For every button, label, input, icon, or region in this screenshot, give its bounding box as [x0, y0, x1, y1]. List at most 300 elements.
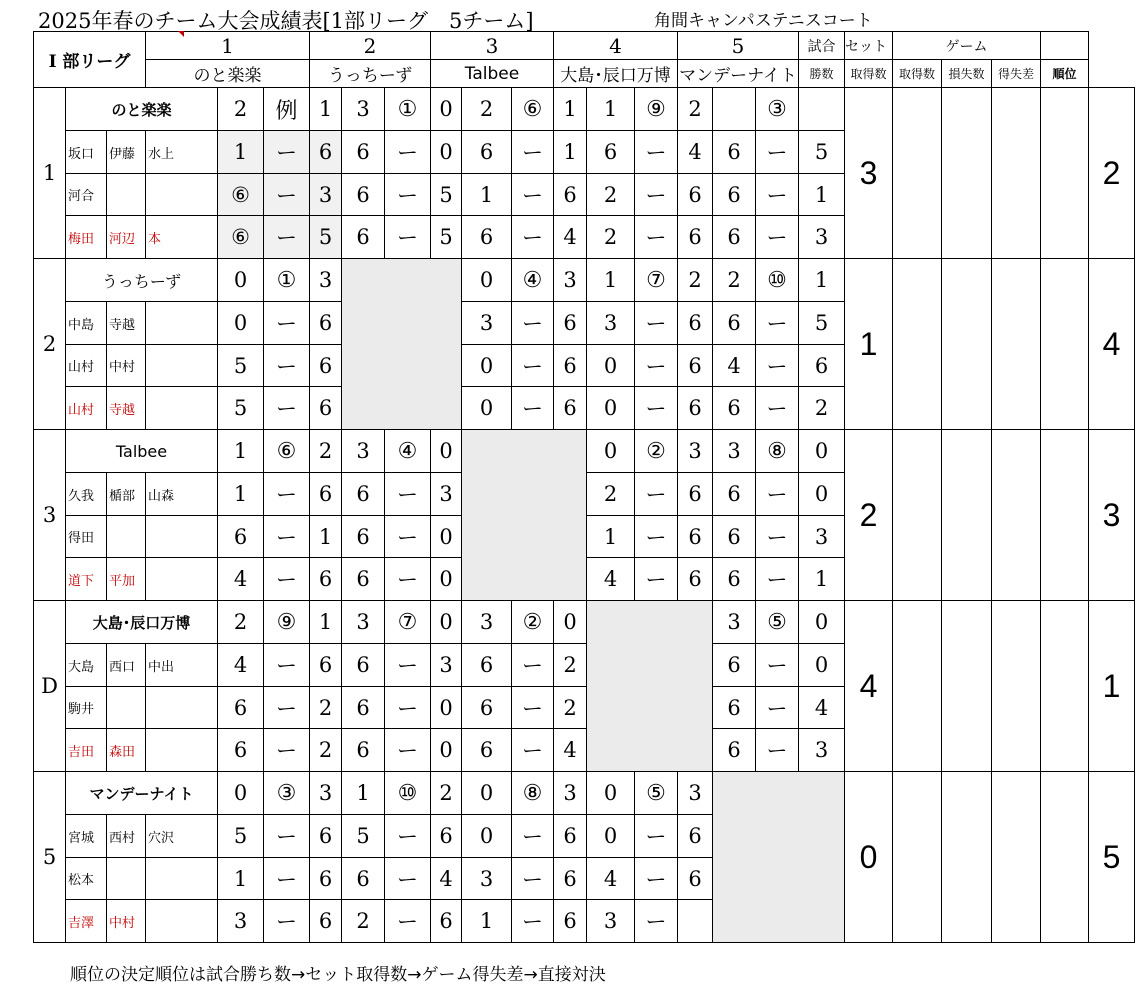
player-name: 駒井	[66, 687, 107, 729]
match-number: ⑧	[512, 772, 554, 815]
score-dash: ー	[264, 473, 310, 516]
set-games-lost: 3	[431, 644, 462, 687]
score-dash: ー	[512, 687, 554, 729]
score-dash: ー	[756, 644, 799, 687]
set-games-lost: 0	[431, 729, 462, 772]
match-sets-won: 0	[587, 430, 635, 473]
set-games-won: 5	[218, 815, 264, 858]
score-dash: ー	[264, 216, 310, 259]
set-games-won: 6	[713, 558, 756, 601]
match-sets-won: 0	[462, 772, 512, 815]
match-sets-won: 1	[218, 430, 264, 473]
game-header: ゲーム	[893, 32, 1041, 60]
set-games-won: 6	[713, 473, 756, 516]
match-number: ⑥	[512, 88, 554, 131]
score-dash: ー	[512, 815, 554, 858]
set-games-won: 6	[713, 387, 756, 430]
set-games-lost: 6	[554, 302, 587, 345]
match-sets-won: 2	[462, 88, 512, 131]
match-number: ⑩	[385, 772, 431, 815]
match-sets-lost: 3	[310, 772, 342, 815]
score-dash: ー	[635, 473, 678, 516]
set-games-lost: 6	[554, 815, 587, 858]
score-dash: ー	[512, 900, 554, 943]
set-games-won: 3	[462, 858, 512, 900]
match-sets-won	[713, 88, 756, 131]
wins-count: 3	[845, 88, 893, 259]
set-games-won: 0	[462, 387, 512, 430]
score-dash: ー	[512, 345, 554, 387]
self-match-cell	[342, 259, 462, 430]
set-games-won: 3	[587, 900, 635, 943]
set-games-lost: 5	[799, 302, 845, 345]
match-sets-won: 0	[218, 259, 264, 302]
score-dash: ー	[756, 558, 799, 601]
set-games-won: 5	[218, 387, 264, 430]
set-games-lost: 6	[554, 858, 587, 900]
player-name	[107, 516, 146, 558]
game-lost-header: 損失数	[942, 60, 992, 88]
score-dash: ー	[264, 345, 310, 387]
score-dash: ー	[635, 900, 678, 943]
game-diff-cell	[1041, 88, 1089, 259]
column-team-name: のと楽楽	[146, 60, 310, 88]
game-diff-cell	[1041, 601, 1089, 772]
column-number: 4	[554, 32, 678, 60]
set-games-won: 6	[462, 131, 512, 174]
set-games-won: 6	[342, 473, 385, 516]
set-games-lost: 6	[310, 558, 342, 601]
match-number: ⑧	[756, 430, 799, 473]
set-games-won: 6	[218, 729, 264, 772]
score-dash: ー	[385, 473, 431, 516]
team-header-row	[34, 88, 1135, 131]
set-games-lost: 6	[678, 858, 713, 900]
match-sets-won: 3	[342, 430, 385, 473]
column-number: 3	[431, 32, 554, 60]
match-sets-lost: 3	[554, 259, 587, 302]
set-games-won: 5	[218, 345, 264, 387]
player-name: 楯部	[107, 473, 146, 516]
match-sets-won: 2	[713, 259, 756, 302]
set-games-lost: 3	[799, 516, 845, 558]
player-name	[146, 302, 218, 345]
set-got-cell	[893, 88, 942, 259]
set-games-lost: 4	[799, 687, 845, 729]
match-number: ③	[264, 772, 310, 815]
rank-value: 4	[1089, 259, 1135, 430]
column-team-name: マンデーナイト	[678, 60, 799, 88]
player-name	[146, 687, 218, 729]
set-games-lost	[678, 900, 713, 943]
set-games-won: 0	[462, 345, 512, 387]
match-sets-won: 1	[342, 772, 385, 815]
player-name: 伊藤	[107, 131, 146, 174]
player-name: 西口	[107, 644, 146, 687]
match-sets-lost: 1	[554, 88, 587, 131]
set-games-won: 6	[462, 216, 512, 259]
game-diff-cell	[1041, 430, 1089, 601]
set-games-won: 6	[462, 729, 512, 772]
set-got-header: 取得数	[845, 60, 893, 88]
player-name: 中出	[146, 644, 218, 687]
match-sets-lost: 2	[310, 430, 342, 473]
score-dash: ー	[635, 131, 678, 174]
score-dash: ー	[385, 858, 431, 900]
set-games-won: 6	[342, 687, 385, 729]
score-dash: ー	[756, 174, 799, 216]
game-got-cell	[942, 88, 992, 259]
match-sets-lost: 3	[678, 772, 713, 815]
set-games-lost: 3	[799, 216, 845, 259]
player-name: 松本	[66, 858, 107, 900]
set-games-lost: 2	[799, 387, 845, 430]
set-games-won: 0	[587, 387, 635, 430]
score-dash: ー	[512, 131, 554, 174]
match-number: 例	[264, 88, 310, 131]
set-games-won: 1	[587, 516, 635, 558]
set-games-won: 3	[462, 302, 512, 345]
set-games-lost: 0	[431, 558, 462, 601]
footer-note: 順位の決定順位は試合勝ち数→セット取得数→ゲーム得失差→直接対決	[70, 965, 606, 985]
player-name	[146, 345, 218, 387]
set-games-won: 6	[713, 687, 756, 729]
match-sets-lost: 0	[799, 601, 845, 644]
rank-value: 1	[1089, 601, 1135, 772]
score-dash: ー	[385, 687, 431, 729]
player-name	[146, 558, 218, 601]
set-games-won: 6	[713, 216, 756, 259]
match-sets-won: 2	[218, 88, 264, 131]
set-games-won: 4	[587, 558, 635, 601]
set-games-won: 4	[713, 345, 756, 387]
match-number: ②	[512, 601, 554, 644]
score-dash: ー	[635, 345, 678, 387]
page-title: 2025年春のチーム大会成績表[1部リーグ 5チーム]	[38, 9, 534, 33]
set-games-won: 6	[342, 516, 385, 558]
set-games-won: 3	[218, 900, 264, 943]
set-games-won: 5	[342, 815, 385, 858]
score-dash: ー	[264, 302, 310, 345]
player-name: 西村	[107, 815, 146, 858]
set-got-cell	[893, 772, 942, 943]
player-name: 山村	[66, 345, 107, 387]
column-team-name: うっちーず	[310, 60, 431, 88]
team-name: のと楽楽	[66, 88, 218, 131]
score-dash: ー	[264, 174, 310, 216]
set-games-lost: 3	[799, 729, 845, 772]
score-dash: ー	[385, 729, 431, 772]
match-number: ⑥	[264, 430, 310, 473]
set-games-lost: 2	[310, 729, 342, 772]
match-number: ⑤	[635, 772, 678, 815]
team-number: 3	[34, 430, 66, 601]
player-name: 山森	[146, 473, 218, 516]
score-dash: ー	[385, 900, 431, 943]
set-games-won: 0	[218, 302, 264, 345]
match-sets-lost: 0	[554, 601, 587, 644]
team-header-row	[34, 601, 1135, 644]
team-number: 2	[34, 259, 66, 430]
game-got-cell	[942, 259, 992, 430]
set-games-lost: 6	[678, 558, 713, 601]
set-games-won: 6	[342, 729, 385, 772]
player-name: 河辺	[107, 216, 146, 259]
match-number: ⑨	[264, 601, 310, 644]
set-games-lost: 0	[431, 131, 462, 174]
score-dash: ー	[264, 131, 310, 174]
set-games-won: 6	[462, 644, 512, 687]
score-dash: ー	[264, 516, 310, 558]
score-dash: ー	[756, 473, 799, 516]
score-dash: ー	[264, 558, 310, 601]
match-sets-won: 0	[587, 772, 635, 815]
match-sets-won: 0	[462, 259, 512, 302]
diff-header: 得失差	[992, 60, 1041, 88]
self-match-cell	[462, 430, 587, 601]
player-name: 中村	[107, 900, 146, 943]
set-games-won: 6	[713, 516, 756, 558]
set-games-won: 6	[342, 644, 385, 687]
set-games-lost: 6	[554, 345, 587, 387]
player-name: 平加	[107, 558, 146, 601]
set-games-won: 6	[462, 687, 512, 729]
game-got-cell	[942, 601, 992, 772]
player-name	[146, 900, 218, 943]
league-label: Ⅰ 部リーグ	[34, 32, 146, 88]
match-number: ④	[385, 430, 431, 473]
match-sets-won: 3	[342, 601, 385, 644]
game-lost-cell	[992, 430, 1041, 601]
team-header-row	[34, 430, 1135, 473]
team-number: 5	[34, 772, 66, 943]
team-header-row	[34, 772, 1135, 815]
set-games-lost: 6	[310, 473, 342, 516]
score-dash: ー	[756, 516, 799, 558]
score-dash: ー	[756, 687, 799, 729]
match-sets-lost: 2	[431, 772, 462, 815]
match-sets-lost	[799, 88, 845, 131]
score-dash: ー	[635, 815, 678, 858]
self-match-cell	[587, 601, 713, 772]
player-name: 大島	[66, 644, 107, 687]
score-dash: ー	[264, 858, 310, 900]
match-sets-lost: 0	[799, 430, 845, 473]
set-games-won: 2	[587, 473, 635, 516]
player-name: 得田	[66, 516, 107, 558]
comment-marker	[178, 31, 184, 37]
player-name: 河合	[66, 174, 107, 216]
set-games-won: ⑥	[218, 216, 264, 259]
player-name	[107, 687, 146, 729]
set-games-lost: 5	[431, 216, 462, 259]
set-games-lost: 6	[678, 815, 713, 858]
score-dash: ー	[756, 302, 799, 345]
player-name: 森田	[107, 729, 146, 772]
set-games-lost: 4	[554, 216, 587, 259]
set-games-won: 4	[218, 558, 264, 601]
score-dash: ー	[385, 174, 431, 216]
set-games-lost: 2	[554, 687, 587, 729]
set-games-won: 6	[218, 687, 264, 729]
set-games-lost: 1	[554, 131, 587, 174]
set-games-won: 6	[342, 131, 385, 174]
score-dash: ー	[385, 131, 431, 174]
set-got-cell	[893, 430, 942, 601]
game-got-cell	[942, 772, 992, 943]
set-games-lost: 6	[554, 387, 587, 430]
set-games-lost: 1	[799, 174, 845, 216]
match-sets-lost: 0	[431, 601, 462, 644]
set-games-won: 6	[713, 302, 756, 345]
set-games-lost: 6	[310, 302, 342, 345]
game-lost-cell	[992, 601, 1041, 772]
match-number: ⑤	[756, 601, 799, 644]
score-dash: ー	[385, 815, 431, 858]
set-games-lost: 6	[310, 815, 342, 858]
set-games-won: 6	[713, 131, 756, 174]
set-games-won: 2	[587, 216, 635, 259]
set-games-lost: 4	[554, 729, 587, 772]
column-number: 1	[146, 32, 310, 60]
rank-value: 2	[1089, 88, 1135, 259]
set-games-lost: 6	[310, 387, 342, 430]
score-dash: ー	[512, 858, 554, 900]
player-name	[146, 516, 218, 558]
set-games-lost: 5	[431, 174, 462, 216]
team-name: マンデーナイト	[66, 772, 218, 815]
match-sets-won: 1	[587, 259, 635, 302]
score-dash: ー	[635, 387, 678, 430]
score-dash: ー	[264, 815, 310, 858]
set-games-lost: 6	[678, 473, 713, 516]
match-sets-lost: 0	[431, 88, 462, 131]
set-games-won: 0	[587, 815, 635, 858]
match-number: ⑨	[635, 88, 678, 131]
set-games-lost: 6	[678, 302, 713, 345]
match-sets-lost: 1	[799, 259, 845, 302]
set-games-lost: 3	[431, 473, 462, 516]
set-games-won: 2	[342, 900, 385, 943]
column-number: 5	[678, 32, 799, 60]
match-sets-won: 1	[587, 88, 635, 131]
wins-header: 勝数	[799, 60, 845, 88]
game-diff-cell	[1041, 772, 1089, 943]
column-team-name: 大島･辰口万博	[554, 60, 678, 88]
rank-value: 3	[1089, 430, 1135, 601]
score-dash: ー	[385, 516, 431, 558]
score-dash: ー	[264, 687, 310, 729]
set-games-won: 6	[218, 516, 264, 558]
game-lost-cell	[992, 88, 1041, 259]
player-name	[146, 387, 218, 430]
set-games-lost: 6	[678, 345, 713, 387]
player-name: 道下	[66, 558, 107, 601]
set-games-lost: 6	[678, 174, 713, 216]
set-games-won: 6	[342, 858, 385, 900]
score-dash: ー	[635, 216, 678, 259]
set-games-lost: 2	[554, 644, 587, 687]
set-header: セット	[845, 32, 893, 60]
team-name: Talbee	[66, 430, 218, 473]
set-games-lost: 6	[310, 131, 342, 174]
set-games-lost: 1	[799, 558, 845, 601]
player-name	[146, 858, 218, 900]
rank-value: 5	[1089, 772, 1135, 943]
score-dash: ー	[264, 387, 310, 430]
set-games-won: 2	[587, 174, 635, 216]
score-dash: ー	[512, 729, 554, 772]
set-got-cell	[893, 259, 942, 430]
score-dash: ー	[635, 516, 678, 558]
set-games-won: 3	[587, 302, 635, 345]
player-name	[107, 858, 146, 900]
set-games-lost: 6	[678, 216, 713, 259]
game-got-header: 取得数	[893, 60, 942, 88]
player-name: 寺越	[107, 387, 146, 430]
set-games-lost: 5	[799, 131, 845, 174]
match-number: ④	[512, 259, 554, 302]
score-dash: ー	[385, 558, 431, 601]
set-games-lost: 5	[310, 216, 342, 259]
game-lost-cell	[992, 259, 1041, 430]
score-dash: ー	[756, 729, 799, 772]
wins-count: 2	[845, 430, 893, 601]
player-name: 吉田	[66, 729, 107, 772]
score-dash: ー	[512, 302, 554, 345]
set-games-won: 1	[218, 858, 264, 900]
match-sets-lost: 3	[310, 259, 342, 302]
game-lost-cell	[992, 772, 1041, 943]
set-got-cell	[893, 601, 942, 772]
results-table	[33, 31, 1135, 943]
set-games-won: 0	[462, 815, 512, 858]
score-dash: ー	[756, 216, 799, 259]
score-dash: ー	[635, 174, 678, 216]
player-name: 穴沢	[146, 815, 218, 858]
player-name: 中村	[107, 345, 146, 387]
set-games-lost: 6	[678, 387, 713, 430]
match-number: ①	[264, 259, 310, 302]
player-name	[107, 174, 146, 216]
set-games-lost: 4	[431, 858, 462, 900]
game-got-cell	[942, 430, 992, 601]
self-match-cell	[713, 772, 845, 943]
score-dash: ー	[635, 302, 678, 345]
player-name: 中島	[66, 302, 107, 345]
player-name: 水上	[146, 131, 218, 174]
set-games-lost: 6	[799, 345, 845, 387]
player-name: 山村	[66, 387, 107, 430]
team-header-row	[34, 259, 1135, 302]
set-games-won: 1	[462, 174, 512, 216]
player-name: 本	[146, 216, 218, 259]
score-dash: ー	[512, 174, 554, 216]
set-games-lost: 0	[431, 516, 462, 558]
wins-count: 1	[845, 259, 893, 430]
match-sets-won: 0	[218, 772, 264, 815]
match-sets-won: 3	[713, 601, 756, 644]
match-sets-won: 3	[713, 430, 756, 473]
wins-count: 4	[845, 601, 893, 772]
set-games-lost: 6	[431, 815, 462, 858]
set-games-lost: 3	[310, 174, 342, 216]
set-games-lost: 6	[310, 900, 342, 943]
match-sets-won: 2	[218, 601, 264, 644]
game-diff-cell	[1041, 259, 1089, 430]
team-number: D	[34, 601, 66, 772]
set-games-won: 6	[587, 131, 635, 174]
